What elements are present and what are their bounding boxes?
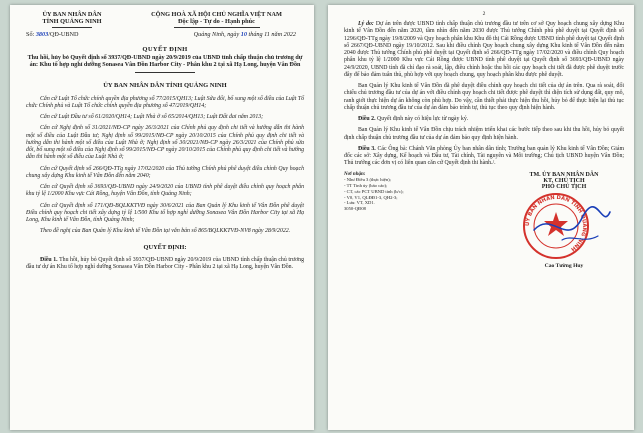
recipient-item: 3050-QĐ08	[344, 206, 366, 212]
document-meta	[26, 31, 304, 38]
sign-authority: TM. ỦY BAN NHÂN DÂN	[529, 171, 599, 178]
paragraph-3: Ban Quản lý Khu kinh tế Vân Đồn chịu trách nhiệm triển khai các bước tiếp theo sau khi thu hồi, hủy bỏ quyết định chấp thuận chủ trương đầu tư của dự án đảm bảo quy định hiện hành.	[344, 127, 624, 141]
paragraph-2: Ban Quản lý Khu kinh tế Vân Đồn đã phê duyệt điều chỉnh quy hoạch chi tiết của dự án trên. Qua rà soát, đối chiếu chủ trương đầu tư của dự án với điều chỉnh quy hoạch chi tiết được phê duyệt thì diện tích sử dụng đất, quy mô, ranh giới thực hiện dự án không còn phù hợp. Do vậy, cần thiết phải thực hiện thu hồi, hủy bỏ để thực hiện lại thủ tục chấp thuận chủ trương đầu tư của dự án đảm bảo trình tự, thủ tục theo quy định hiện hành.	[344, 83, 624, 111]
recipients-list: Nơi nhận: - Như Điều 3 (thực hiện); - TT Tỉnh ủy (báo cáo); - CT, các PCT UBND tỉnh (b/c); - V0, V1, QLĐĐ1-3, QH2-3; - Lưu: VT, XD1. 3050-QĐ08	[344, 172, 462, 269]
reason-paragraph: Lý do: Dự án trên được UBND tỉnh chấp thuận chủ trương đầu tư trên cơ sở Quy hoạch chung xây dựng Khu kinh tế Vân Đồn đến năm 2020, tầm nhìn đến năm 2030 được Thủ tướng Chính phủ phê duyệt tại Quyết định số 1296/QĐ-TTg ngày 19/8/2009 và Quy hoạch phân khu Khu đô thị Cái Rồng được UBND tỉnh phê duyệt tại Quyết định số 2667/QĐ-UBND ngày 19/10/2012. Sau khi điều chỉnh Quy hoạch chung xây dựng Khu kinh tế Vân Đồn đến năm 2040 được Thủ tướng Chính phủ phê duyệt tại Quyết định số 266/QĐ-TTg ngày 17/02/2020 và điều chỉnh Quy hoạch phân khu tỷ lệ 1/2000 Khu vực Cái Rồng được UBND tỉnh phê duyệt tại Quyết định số 3693/QĐ-UBND ngày 24/9/2020, UBND tỉnh đã chỉ đạo rà soát, lập, điều chỉnh hoặc thu hồi các quy hoạch chi tiết đã được phê duyệt trước đây để bảo đảm tuân thủ, phù hợp với quy hoạch chung, quy hoạch phân khu được phê duyệt.	[344, 21, 624, 78]
recipient-item: - V0, V1, QLĐĐ1-3, QH2-3;	[344, 194, 398, 200]
document-page-1	[10, 5, 314, 430]
article-1: Điều 1. Thu hồi, hủy bỏ Quyết định số 3937/QĐ-UBND ngày 20/9/2019 của UBND tỉnh chấp thuận chủ trương đầu tư dự án Khu tổ hợp nghỉ dưỡng Sonasea Vân Đồn Harbor City - Phân khu 2 tại xã Hạ Long, huyện Vân Đồn.	[26, 256, 305, 270]
svg-text:ỦY BAN NHÂN DÂN TỈNH QUẢNG NIN: ỦY BAN NHÂN DÂN TỈNH QUẢNG NINH	[524, 194, 588, 252]
recipient-item: - CT, các PCT UBND tỉnh (b/c);	[344, 188, 404, 194]
national-title: CỘNG HOÀ XÃ HỘI CHỦ NGHĨA VIỆT NAM	[151, 11, 282, 18]
signer-name: Cao Tường Huy	[544, 262, 584, 269]
legal-basis-5: Căn cứ Quyết định số 3693/QĐ-UBND ngày 24/9/2020 của UBND tỉnh phê duyệt điều chỉnh quy hoạch phân khu tỷ lệ 1/2000 Khu vực Cái Rồng, huyện Vân Đồn, tỉnh Quảng Ninh;	[26, 184, 304, 198]
document-page-2	[328, 5, 634, 430]
recipient-item: - TT Tỉnh ủy (báo cáo);	[344, 183, 388, 189]
legal-basis-7: Theo đề nghị của Ban Quản lý Khu kinh tế Vân Đồn tại văn bản số 865/BQLKKTVĐ-NV8 ngày 28/9/2022.	[40, 228, 291, 235]
decision-subtitle: Thu hồi, hủy bỏ Quyết định số 3937/QĐ-UBND ngày 20/9/2019 của UBND tỉnh chấp thuận chủ trương dự án: Khu tổ hợp nghỉ dưỡng Sonasea Vân Đồn Harbor City - Phân khu 2 tại xã Hạ Long, huyện Vân Đồn	[26, 55, 304, 73]
legal-basis-4: Căn cứ Quyết định số 266/QĐ-TTg ngày 17/02/2020 của Thủ tướng Chính phủ phê duyệt điều chỉnh Quy hoạch chung xây dựng Khu kinh tế Vân Đồn đến năm 2040;	[26, 165, 304, 179]
signature-block	[344, 172, 624, 269]
legal-basis-6: Căn cứ Quyết định số 171/QĐ-BQLKKTVĐ ngày 30/6/2021 của Ban Quản lý Khu kinh tế Vân Đồn phê duyệt Điều chỉnh quy hoạch chi tiết xây dựng tỷ lệ 1/500 Khu tổ hợp nghỉ dưỡng Sonasea Vân Đồn Harbor City tại xã Hạ Long, Khu kinh tế Vân Đồn, tỉnh Quảng Ninh;	[26, 202, 304, 224]
recipient-item: - Như Điều 3 (thực hiện);	[344, 177, 391, 183]
page-number: 2	[482, 11, 486, 17]
agency-name-line1: ỦY BAN NHÂN DÂN	[42, 11, 102, 18]
decision-title: QUYẾT ĐỊNH	[142, 45, 188, 53]
national-motto: Độc lập - Tự do - Hạnh phúc	[178, 18, 255, 26]
issuing-authority: ỦY BAN NHÂN DÂN TỈNH QUẢNG NINH	[103, 81, 227, 89]
signer-section	[504, 172, 624, 269]
official-stamp	[504, 192, 624, 262]
document-header	[26, 11, 304, 28]
legal-basis-2: Căn cứ Luật Đầu tư số 61/2020/QH14; Luật Nhà ở số 65/2014/QH13; Luật Đất đai năm 2013;	[40, 114, 264, 121]
recipient-item: - Lưu: VT, XD1.	[344, 200, 375, 206]
sign-role: KT. CHỦ TỊCH	[543, 177, 585, 184]
document-date: Quảng Ninh, ngày 10 tháng 11 năm 2022	[193, 30, 296, 38]
agency-name-line2: TỈNH QUẢNG NINH	[42, 18, 102, 26]
legal-basis-3: Căn cứ Nghị định số 31/2021/NĐ-CP ngày 26/3/2021 của Chính phủ quy định chi tiết và hướng dẫn thi hành một số điều của Luật Đầu tư; Nghị định số 99/2015/NĐ-CP ngày 20/10/2015 của Chính phủ quy định chi tiết và hướng dẫn thi hành một số điều của Luật Nhà ở; Nghị định số 30/2021/NĐ-CP ngày 26/3/2021 của Chính phủ sửa đổi, bổ sung một số điều của Nghị định số 99/2015/NĐ-CP ngày 20/10/2015 của Chính phủ quy định chi tiết và hướng dẫn thi hành một số điều của Luật Nhà ở;	[26, 125, 304, 161]
article-2: Điều 2. Quyết định này có hiệu lực từ ngày ký.	[358, 116, 469, 122]
document-number: Số: 3803/QĐ-UBND	[26, 30, 79, 38]
red-seal-icon	[512, 190, 616, 262]
legal-basis-1: Căn cứ Luật Tổ chức chính quyền địa phương số 77/2015/QH13; Luật Sửa đổi, bổ sung một số điều của Luật Tổ chức Chính phủ và Luật Tổ chức chính quyền địa phương số 47/2019/QH14;	[26, 95, 304, 109]
decision-heading: QUYẾT ĐỊNH:	[143, 243, 187, 251]
sign-title: PHÓ CHỦ TỊCH	[541, 183, 587, 190]
article-3: Điều 3. Các Ông bà: Chánh Văn phòng Ủy ban nhân dân tỉnh; Trưởng ban quản lý Khu kinh tế Vân Đồn; Giám đốc các sở: Xây dựng, Kế hoạch và Đầu tư, Tài chính, Tài nguyên và Môi trường; Chủ tịch UBND huyện Vân Đồn; Thủ trưởng các đơn vị có liên quan căn cứ Quyết định thi hành./.	[344, 145, 624, 167]
